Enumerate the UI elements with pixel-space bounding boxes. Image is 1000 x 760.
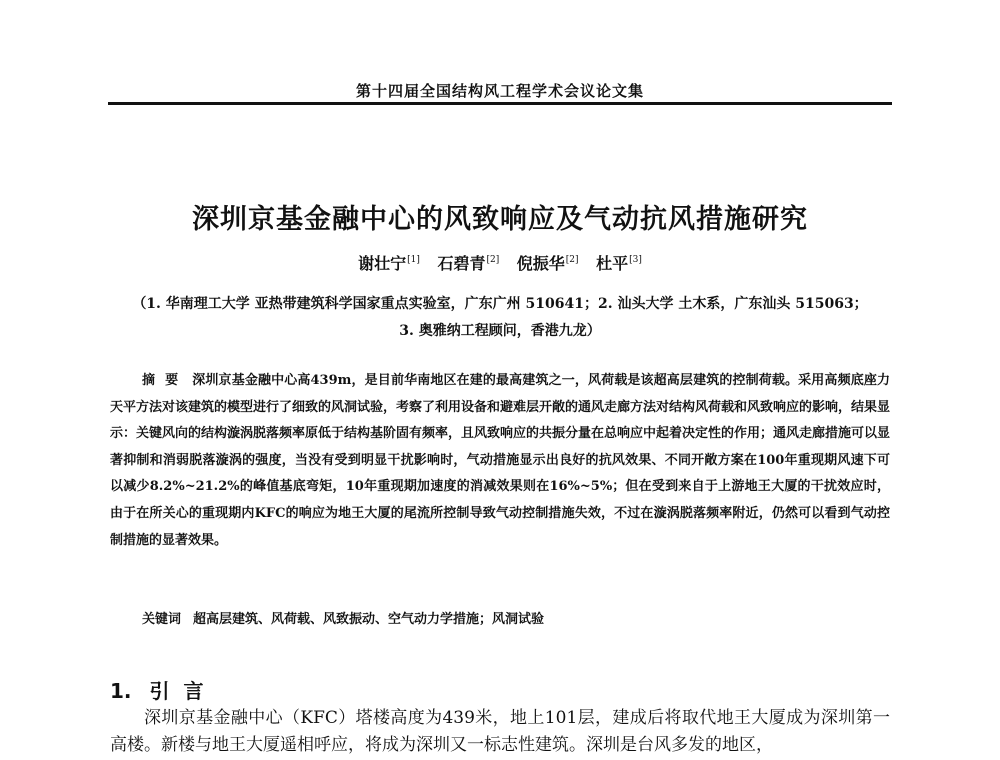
author-affil-mark: [2] <box>486 255 500 265</box>
section-number: 1. <box>110 679 132 703</box>
body-paragraph: 深圳京基金融中心（KFC）塔楼高度为439米，地上101层，建成后将取代地王大厦成为深圳第一高楼。新楼与地王大厦遥相呼应，将成为深圳又一标志性建筑。深圳是台风多发的地区， <box>110 708 890 755</box>
abstract <box>110 368 890 554</box>
author-name: 倪振华 <box>516 254 565 273</box>
author-name: 谢壮宁 <box>358 254 407 273</box>
author-affil-mark: [3] <box>629 255 642 265</box>
section-heading <box>110 675 218 704</box>
keywords-label: 关键词 <box>142 612 182 627</box>
abstract-label: 摘要 <box>142 373 189 388</box>
author-affil-mark: [2] <box>565 255 579 265</box>
keywords <box>142 608 892 627</box>
author-list <box>110 251 890 274</box>
author-name: 杜平 <box>596 254 629 273</box>
author <box>358 254 420 273</box>
keywords-text: 超高层建筑、风荷载、风致振动、空气动力学措施；风洞试验 <box>193 612 545 627</box>
header-rule <box>108 102 892 105</box>
author <box>437 254 499 273</box>
author <box>596 254 642 273</box>
author <box>517 254 579 273</box>
author-affil-mark: [1] <box>407 255 420 265</box>
author-name: 石碧青 <box>437 254 486 273</box>
affiliation-line: 3. 奥雅纳工程顾问，香港九龙） <box>399 323 601 339</box>
paper-title: 深圳京基金融中心的风致响应及气动抗风措施研究 <box>192 204 808 235</box>
running-header: 第十四届全国结构风工程学术会议论文集 <box>355 82 644 100</box>
affiliation-line: （1. 华南理工大学 亚热带建筑科学国家重点实验室，广东广州 510641；2. 汕头大学 土木系，广东汕头 515063； <box>132 296 868 312</box>
abstract-text: 深圳京基金融中心高439m，是目前华南地区在建的最高建筑之一，风荷载是该超高层建筑的控制荷载。采用高频底座力天平方法对该建筑的模型进行了细致的风洞试验，考察了利用设备和避难层开敞的通风走廊方法对结构风荷载和风致响应的影响，结果显示：关键风向的结构漩涡脱落频率原低于结构基阶固有频率，且风致响应的共振分量在总响应中起着决定性的作用；通风走廊措施可以显著抑制和消弱脱落漩涡的强度，当没有受到明显干扰影响时，气动措施显示出良好的抗风效果、不同开敞方案在100年重现期风速下可以减少8.2%~21.2%的峰值基底弯矩，10年重现期加速度的消减效果则在16%~5%；但在受到来自于上游地王大厦的干扰效应时，由于在所关心的重现期内KFC的响应为地王大厦的尾流所控制导致气动控制措施失效，不过在漩涡脱落频率附近，仍然可以看到气动控制措施的显著效果。 <box>110 373 891 548</box>
section-title: 引言 <box>149 679 218 703</box>
